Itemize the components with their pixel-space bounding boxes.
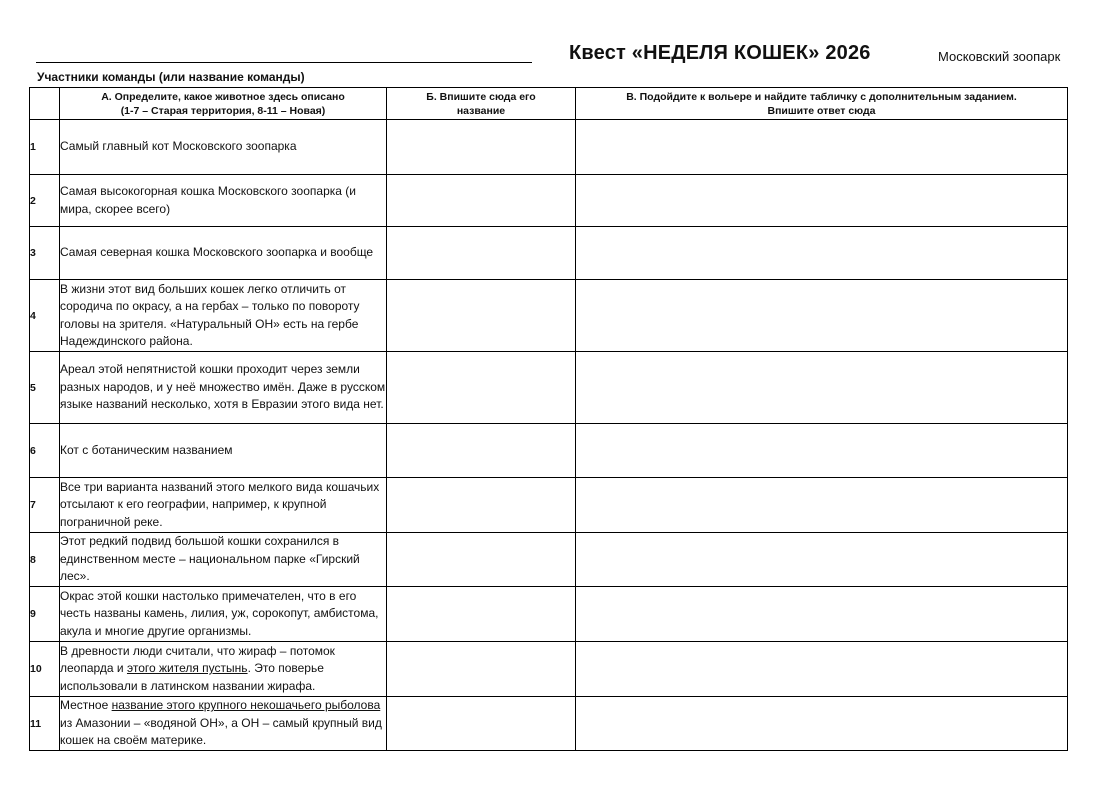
answer-name-cell[interactable] [387,642,576,697]
question-text: Самая северная кошка Московского зоопарка и вообще [60,227,387,280]
question-text: Самый главный кот Московского зоопарка [60,120,387,175]
table-row [30,587,1068,642]
answer-extra-cell[interactable] [576,227,1068,280]
row-number: 10 [30,642,60,697]
header-cell-a: А. Определите, какое животное здесь описано (1-7 – Старая территория, 8-11 – Новая) [60,88,387,120]
row-number: 9 [30,587,60,642]
row-number: 7 [30,478,60,533]
row-number: 6 [30,424,60,478]
team-label: Участники команды (или название команды) [37,70,305,84]
answer-name-cell[interactable] [387,352,576,424]
table-row [30,478,1068,533]
answer-extra-cell[interactable] [576,478,1068,533]
answer-extra-cell[interactable] [576,697,1068,751]
question-text: В древности люди считали, что жираф – потомок леопарда и этого жителя пустынь. Это поверье использовали в латинском названии жирафа. [60,642,387,697]
question-text: Ареал этой непятнистой кошки проходит через земли разных народов, и у неё множество имён. Даже в русском языке названий несколько, хотя в Евразии этого вида нет. [60,352,387,424]
underlined-hint: название этого крупного некошачьего рыболова [111,698,381,713]
question-text: В жизни этот вид больших кошек легко отличить от сородича по окрасу, а на гербах – только по повороту головы на зрителя. «Натуральный ОН» есть на гербе Надеждинского района. [60,280,387,352]
table-row [30,280,1068,352]
answer-extra-cell[interactable] [576,424,1068,478]
table-row [30,352,1068,424]
row-number: 4 [30,280,60,352]
page-header [0,0,1119,90]
answer-extra-cell[interactable] [576,280,1068,352]
underlined-hint: этого жителя пустынь [126,661,248,676]
question-text: Этот редкий подвид большой кошки сохранился в единственном месте – национальном парке «Гирский лес». [60,533,387,587]
row-number: 1 [30,120,60,175]
header-cell-c: В. Подойдите к вольере и найдите табличку с дополнительным заданием. Впишите ответ сюда [576,88,1068,120]
row-number: 8 [30,533,60,587]
row-number: 3 [30,227,60,280]
answer-extra-cell[interactable] [576,120,1068,175]
team-name-line[interactable] [36,62,532,63]
table-row [30,424,1068,478]
row-number: 11 [30,697,60,751]
answer-extra-cell[interactable] [576,352,1068,424]
answer-extra-cell[interactable] [576,533,1068,587]
question-text: Самая высокогорная кошка Московского зоопарка (и мира, скорее всего) [60,175,387,227]
answer-name-cell[interactable] [387,227,576,280]
table-row [30,533,1068,587]
question-text: Окрас этой кошки настолько примечателен, что в его честь названы камень, лилия, уж, сорокопут, амбистома, акула и многие другие организмы. [60,587,387,642]
answer-name-cell[interactable] [387,697,576,751]
answer-extra-cell[interactable] [576,175,1068,227]
header-cell-num [30,88,60,120]
table-row [30,642,1068,697]
question-text: Все три варианта названий этого мелкого вида кошачьих отсылают к его географии, например, к крупной пограничной реке. [60,478,387,533]
answer-name-cell[interactable] [387,587,576,642]
table-row [30,227,1068,280]
answer-name-cell[interactable] [387,424,576,478]
table-row [30,697,1068,751]
row-number: 2 [30,175,60,227]
question-text: Местное название этого крупного некошачьего рыболова из Амазонии – «водяной ОН», а ОН – самый крупный вид кошек на своём материке. [60,697,387,751]
table-row [30,120,1068,175]
header-cell-b: Б. Впишите сюда его название [387,88,576,120]
answer-extra-cell[interactable] [576,642,1068,697]
organization-name: Московский зоопарк [938,49,1061,64]
quest-table [29,87,1068,751]
question-text: Кот с ботаническим названием [60,424,387,478]
answer-extra-cell[interactable] [576,587,1068,642]
table-header-row [30,88,1068,120]
answer-name-cell[interactable] [387,175,576,227]
page-title: Квест «НЕДЕЛЯ КОШЕК» 2026 [569,42,871,64]
answer-name-cell[interactable] [387,280,576,352]
table-row [30,175,1068,227]
answer-name-cell[interactable] [387,478,576,533]
answer-name-cell[interactable] [387,120,576,175]
answer-name-cell[interactable] [387,533,576,587]
row-number: 5 [30,352,60,424]
